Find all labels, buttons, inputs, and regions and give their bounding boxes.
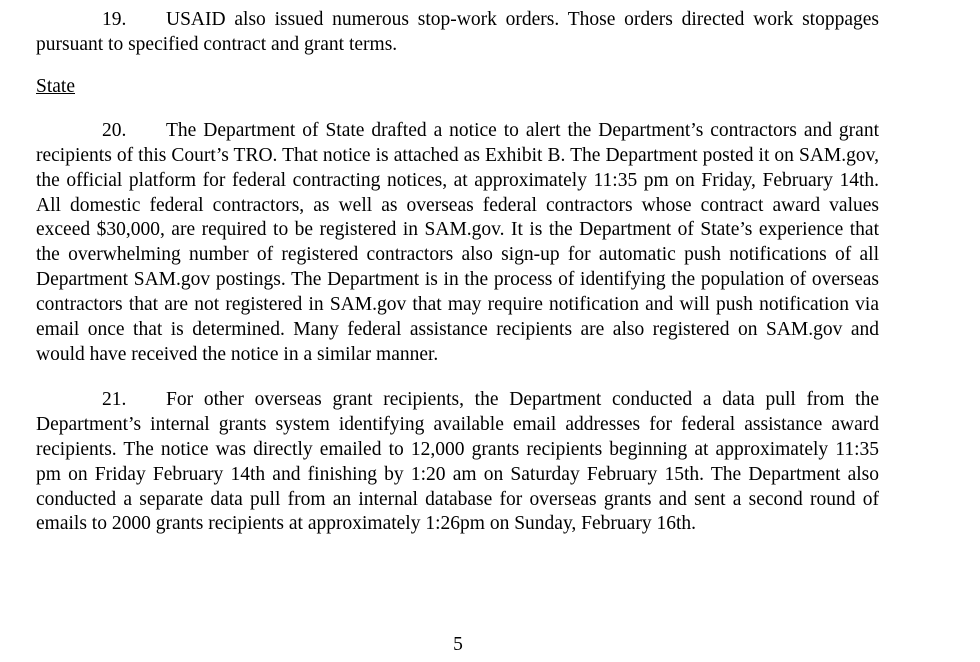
paragraph-19 [36, 8, 879, 58]
paragraph-number: 19. [102, 9, 127, 30]
paragraph-21 [36, 388, 879, 537]
section-heading-state: State [36, 75, 75, 97]
paragraph-number: 20. [102, 119, 127, 141]
page-number: 5 [453, 634, 463, 655]
document-page [36, 8, 879, 537]
paragraph-text: USAID also issued numerous stop-work orders. Those orders directed work stoppages pursuant to specified contract and grant terms. [36, 9, 879, 55]
paragraph-text: The Department of State drafted a notice to alert the Department’s contractors and grant recipients of this Court’s TRO. That notice is attached as Exhibit B. The Department posted it on SAM.gov, the official platform for federal contracting notices, at approximately 11:35 pm on Friday, February 14th. All domestic federal contractors, as well as overseas federal contractors whose contract award values exceed $30,000, are required to be registered in SAM.gov. It is the Department of State’s experience that the overwhelming number of registered contractors also sign-up for automatic push notifications of all Department SAM.gov postings. The Department is in the process of identifying the population of overseas contractors that are not registered in SAM.gov that may require notification and will push notification via email once that is determined. Many federal assistance recipients are also registered on SAM.gov and would have received the notice in a similar manner. [36, 119, 879, 365]
paragraph-number: 21. [102, 388, 127, 410]
paragraph-20 [36, 119, 879, 368]
paragraph-text: For other overseas grant recipients, the Department conducted a data pull from the Department’s internal grants system identifying available email addresses for federal assistance award recipients. The notice was directly emailed to 12,000 grants recipients beginning at approximately 11:35 pm on Friday February 14th and finishing by 1:20 am on Saturday February 15th. The Department also conducted a separate data pull from an internal database for overseas grants and sent a second round of emails to 2000 grants recipients at approximately 1:26pm on Sunday, February 16th. [36, 388, 879, 535]
